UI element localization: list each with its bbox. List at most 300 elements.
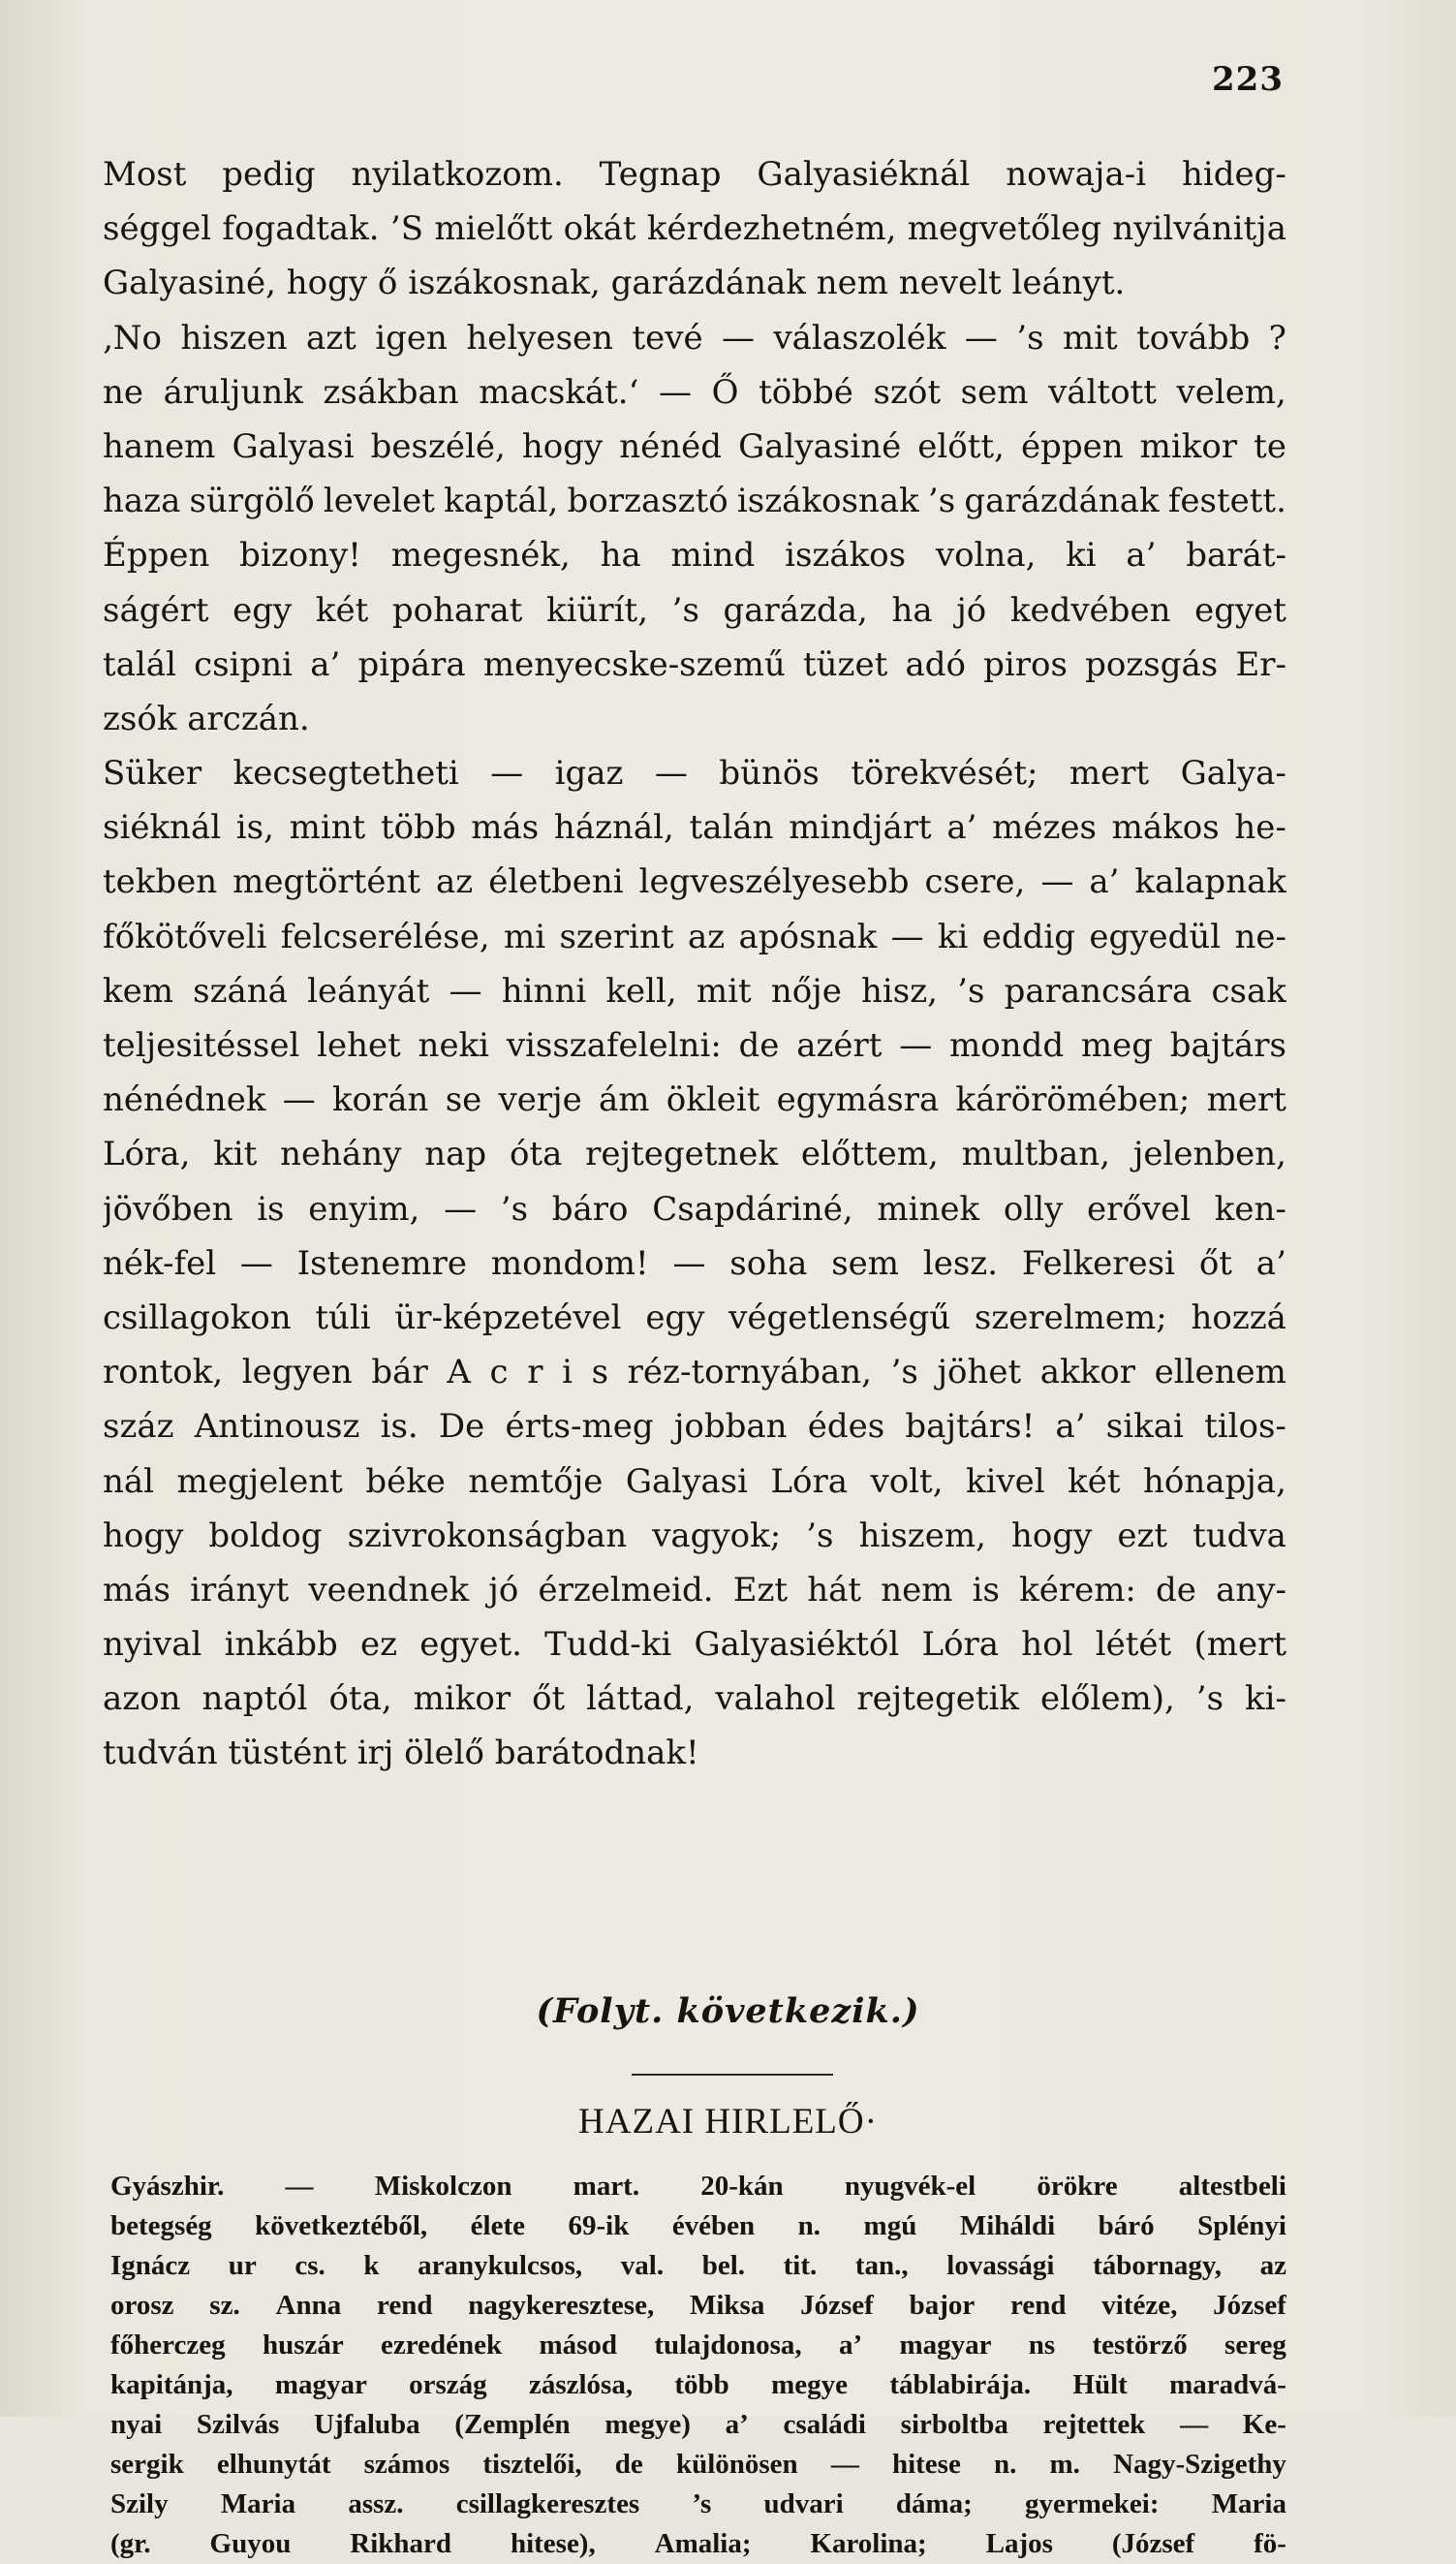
word: mgú [863,2210,917,2241]
word: ölelő [404,1734,495,1773]
word: őt [1198,1243,1232,1283]
word: (gr. [110,2528,151,2559]
word: boldog [208,1516,323,1555]
word: tit. [783,2250,818,2281]
word: ’s [1016,318,1044,358]
word: (József [1111,2528,1195,2559]
word: Guyou [209,2528,292,2559]
word: nyival [103,1625,202,1665]
word: ’s [957,971,985,1011]
word: olly [1003,1189,1064,1229]
word: sergik [110,2449,184,2480]
word: Csapdáriné, [652,1189,853,1229]
word: Lóra [770,1461,849,1501]
word: garázdának [610,264,817,303]
word: ország [409,2369,487,2400]
word: lesz. [922,1243,999,1283]
word: Istenemre [296,1243,468,1283]
word: rejtegetik [856,1679,1020,1719]
word: egy [232,590,293,630]
text-line [103,1291,1286,1345]
text-line [103,202,1286,256]
word: bel. [701,2250,746,2281]
word: Galyasi [232,426,355,466]
word: leányt. [1011,264,1126,303]
word: nyilatkozom. [351,155,564,194]
word: val. [620,2250,665,2281]
word: Galyasiéknál [757,155,971,194]
word: vitéze, [1101,2290,1178,2321]
word: ha [600,536,641,576]
word: ‚No [103,318,163,358]
word: altestbeli [1178,2171,1286,2202]
word: mikor [1139,426,1238,466]
word: láttad, [586,1679,695,1719]
text-line [103,1399,1286,1454]
word: Süker [103,754,202,794]
word: őt [532,1679,566,1719]
word: hitese), [510,2528,596,2559]
word: eddig [981,917,1076,956]
word: kedvében [1009,590,1171,630]
text-line [103,746,1286,800]
word: k [363,2250,380,2281]
word: azon [103,1679,181,1719]
word: is, [235,808,274,848]
word: — [654,754,688,794]
word: szerint [559,917,674,956]
word: csipni [194,644,294,684]
word: sikai [1105,1407,1184,1447]
word: többé [759,372,853,412]
word: nowaja-i [1006,155,1147,194]
word: enyim, [308,1189,420,1229]
word: sem [831,1243,900,1283]
word: rejtegetnek [585,1135,779,1174]
word: talál [103,644,176,684]
word: több [380,808,456,848]
letter-text [103,147,1286,1781]
text-line [103,1563,1286,1617]
word: irj [356,1734,405,1773]
word: mind [670,536,756,576]
word: az [436,862,474,902]
word: sz. [209,2290,240,2321]
word: bajtárs! [905,1407,1036,1447]
text-line [103,800,1286,855]
word: testörző [1092,2329,1188,2361]
word: festett. [1167,482,1286,521]
word: Maria [1211,2488,1286,2519]
word: mert [1206,1080,1286,1120]
word: naptól [201,1679,308,1719]
word: örökre [1037,2171,1118,2202]
word: másod [539,2329,618,2361]
word: multban, [961,1135,1111,1174]
word: felcserélése, [280,917,490,956]
word: az [687,917,726,956]
word: a’ [838,2329,863,2361]
word: ki [1066,536,1097,576]
word: se [445,1080,482,1120]
word: ez [359,1625,398,1665]
word: — [899,1026,933,1065]
word: betegség [110,2210,212,2241]
word: poharat [391,590,523,630]
word: minek [877,1189,980,1229]
word: hiszen [180,318,288,358]
word: De [438,1407,485,1447]
word: előlem), [1040,1679,1175,1719]
word: főherczeg [110,2329,226,2361]
news-line [110,2326,1286,2365]
word: iszákos [785,536,907,576]
word: — [444,1189,478,1229]
news-text [110,2167,1286,2564]
word: assz. [348,2488,404,2519]
word: táblabirája. [889,2369,1032,2400]
word: azt [306,318,356,358]
word: tulajdonosa, [654,2329,802,2361]
word: ő [377,264,409,303]
word: parancsára [1004,971,1193,1011]
word: lovassági [946,2250,1055,2281]
word: A [447,1353,471,1392]
word: aranykulcsos, [418,2250,583,2281]
word: megye) [604,2409,691,2440]
word: más [103,1570,170,1610]
word: Ő [711,372,739,412]
word: barátodnak! [494,1734,699,1773]
word: tudva [1193,1516,1286,1555]
word: jó [956,590,987,630]
word: volna, [935,536,1037,576]
word: élete [470,2210,525,2241]
word: neki [418,1026,490,1065]
word: Miháldi [959,2210,1056,2241]
word: életbeni [488,862,624,902]
word: jövőben [103,1189,233,1229]
word: kiürít, [546,590,649,630]
word: hozzá [1191,1298,1286,1337]
word: ezredének [381,2329,503,2361]
word: akkor [1039,1353,1135,1392]
word: ha [891,590,933,630]
word: kell, [605,971,677,1011]
word: ne [103,372,144,412]
word: — [659,372,693,412]
word: bajtárs [1169,1026,1286,1065]
word: mert [1069,754,1150,794]
word: s [591,1353,609,1392]
word: tüzet [803,644,888,684]
word: veendnek [308,1570,470,1610]
word: ökleit [666,1080,760,1120]
word: bajor [909,2290,976,2321]
word: csillagkeresztes [455,2488,640,2519]
text-line [103,1509,1286,1563]
word: érzelmeid. [538,1570,714,1610]
word: bizony! [239,536,361,576]
word: kecsegtetheti [232,754,459,794]
word: nyilvánitja [1112,209,1286,249]
word: kérdezhetném, [646,209,897,249]
word: tovább [1136,318,1251,358]
word: különösen [675,2449,798,2480]
word: ’s [500,1189,529,1229]
word: inkább [224,1625,338,1665]
word: Lajos [985,2528,1053,2559]
word: jöhet [937,1353,1022,1392]
word: válaszolék [773,318,946,358]
word: ’s [671,590,699,630]
word: ’s [890,1353,918,1392]
word: talán [689,808,774,848]
word: — [890,917,924,956]
word: egy [645,1298,705,1337]
text-line [103,1182,1286,1236]
word: béke [365,1461,446,1501]
word: erővel [1087,1189,1192,1229]
word: ám [599,1080,650,1120]
word: igaz [554,754,624,794]
word: 20-kán [700,2171,784,2202]
word: jelenben, [1132,1135,1286,1174]
word: előtt, [917,426,1005,466]
word: ns [1028,2329,1056,2361]
word: dáma; [895,2488,973,2519]
word: kaptál, [444,482,559,521]
word: hitese [891,2449,961,2480]
word: ’s [806,1516,834,1555]
word: Miskolczon [374,2171,512,2202]
text-line [103,583,1286,638]
word: kalapnak [1134,862,1286,902]
word: barát- [1186,536,1286,576]
word: magyar [274,2369,367,2400]
section-heading: HAZAI HIRLELŐ· [578,2102,878,2142]
word: ’s [692,2488,712,2519]
word: arczán. [187,699,310,738]
word: tisztelői, [482,2449,582,2480]
word: — [964,318,998,358]
word: rejtettek [1042,2409,1146,2440]
word: nagykeresztese, [468,2290,655,2321]
text-line [103,964,1286,1018]
word: ur [228,2250,257,2281]
word: i [562,1353,573,1392]
word: ’S [389,209,424,249]
text-line [103,256,1286,310]
word: Karolina; [810,2528,927,2559]
word: Galyasiné, [103,264,287,303]
word: orosz [110,2290,174,2321]
word: édes [807,1407,885,1447]
word: nap [424,1135,487,1174]
continued-note: (Folyt. következik.) [536,1991,920,2031]
word: sirboltba [900,2409,1008,2440]
word: báro [551,1189,629,1229]
news-line [110,2485,1286,2524]
word: bár [371,1353,428,1392]
word: gyermekei: [1025,2488,1160,2519]
text-line [103,1018,1286,1073]
word: te [1254,426,1286,466]
word: hogy [1010,1516,1093,1555]
word: évében [671,2210,756,2241]
word: apósnak [738,917,878,956]
word: Ezt [732,1570,789,1610]
word: magyar [899,2329,992,2361]
word: zsók [103,699,188,738]
text-line [103,1454,1286,1509]
word: macskát.‘ [479,372,639,412]
word: szót [873,372,942,412]
word: lehet [317,1026,401,1065]
word: ságért [103,590,209,630]
word: óta, [328,1679,392,1719]
word: csillagokon [103,1298,292,1337]
word: (Zemplén [454,2409,571,2440]
word: Antinousz [194,1407,360,1447]
word: rend [376,2290,433,2321]
word: korán [331,1080,429,1120]
word: Amalia; [654,2528,752,2559]
word: éppen [1020,426,1124,466]
word: Lóra, [103,1135,191,1174]
word: volt, [870,1461,944,1501]
word: hát [807,1570,862,1610]
word: de [614,2449,643,2480]
word: ’s [1195,1679,1224,1719]
word: a’ [1126,536,1157,576]
word: a’ [725,2409,749,2440]
word: legveszélyesebb [638,862,910,902]
word: meg [1080,1026,1154,1065]
word: m. [1049,2449,1080,2480]
word: tüstént [228,1734,357,1773]
word: Galyasi [625,1461,748,1501]
word: teljesitéssel [103,1026,300,1065]
text-line [103,1236,1286,1291]
word: báró [1098,2210,1155,2241]
word: nője [770,971,842,1011]
word: két [315,590,369,630]
word: Galyasiné [738,426,902,466]
text-line [103,1345,1286,1399]
word: számos [363,2449,450,2480]
word: rend [1010,2290,1067,2321]
word: mi [503,917,546,956]
word: hol [1021,1625,1073,1665]
text-line [103,147,1286,202]
word: iszákosnak, [408,264,611,303]
word: — [1180,2409,1209,2440]
word: legyen [241,1353,353,1392]
word: kivel [965,1461,1045,1501]
word: két [1068,1461,1121,1501]
word: menyecske-szemű [482,644,786,684]
word: Ujfaluba [314,2409,420,2440]
word: ezt [1117,1516,1168,1555]
word: — [830,2449,859,2480]
word: sem [960,372,1029,412]
word: soha [729,1243,808,1283]
word: hanem [103,426,216,466]
word: rontok, [103,1353,224,1392]
news-line [110,2246,1286,2286]
word: kárörömében; [955,1080,1191,1120]
word: tan., [854,2250,909,2281]
news-line [110,2365,1286,2405]
word: túli [315,1298,371,1337]
word: — [285,2171,314,2202]
word: mart. [573,2171,640,2202]
word: okát [563,209,636,249]
word: a’ [946,808,977,848]
word: c [489,1353,509,1392]
word: a’ [1055,1407,1086,1447]
word: is. [380,1407,418,1447]
word: jó [488,1570,519,1610]
word: megye [771,2369,849,2400]
word: ’s [927,482,956,521]
word: a’ [310,644,341,684]
word: ki- [1245,1679,1286,1719]
word: mielőtt [434,209,553,249]
word: n. [797,2210,821,2241]
word: mondd [948,1026,1065,1065]
text-line [103,1726,1286,1780]
word: hiszem, [858,1516,986,1555]
word: csere, [924,862,1026,902]
word: nék-fel [103,1243,217,1283]
word: következtéből, [255,2210,428,2241]
word: Felkeresi [1021,1243,1175,1283]
word: tábornagy, [1093,2250,1223,2281]
word: Szily [110,2488,169,2519]
text-line [103,1617,1286,1672]
word: mindjárt [789,808,932,848]
word: hogy [521,426,604,466]
word: Hült [1072,2369,1128,2400]
word: csak [1211,971,1286,1011]
news-line [110,2405,1286,2445]
text-line [103,365,1286,420]
word: levelet [323,482,435,521]
word: pozsgás [1085,644,1219,684]
word: bünös [719,754,820,794]
word: ki [937,917,969,956]
word: egyet [1194,590,1286,630]
word: nyugvék-el [844,2171,976,2202]
word: helyesen [466,318,614,358]
word: Tudd-ki [544,1625,672,1665]
word: előttem, [800,1135,939,1174]
word: (mert [1193,1625,1286,1665]
word: hogy [286,264,378,303]
word: Miksa [689,2290,765,2321]
word: Anna [275,2290,342,2321]
news-line [110,2286,1286,2326]
word: szerelmem; [974,1298,1167,1337]
word: verje [498,1080,582,1120]
word: elhunytát [216,2449,331,2480]
word: beszélé, [370,426,506,466]
word: he- [1234,808,1286,848]
word: Szilvás [196,2409,280,2440]
word: ne- [1234,917,1286,956]
